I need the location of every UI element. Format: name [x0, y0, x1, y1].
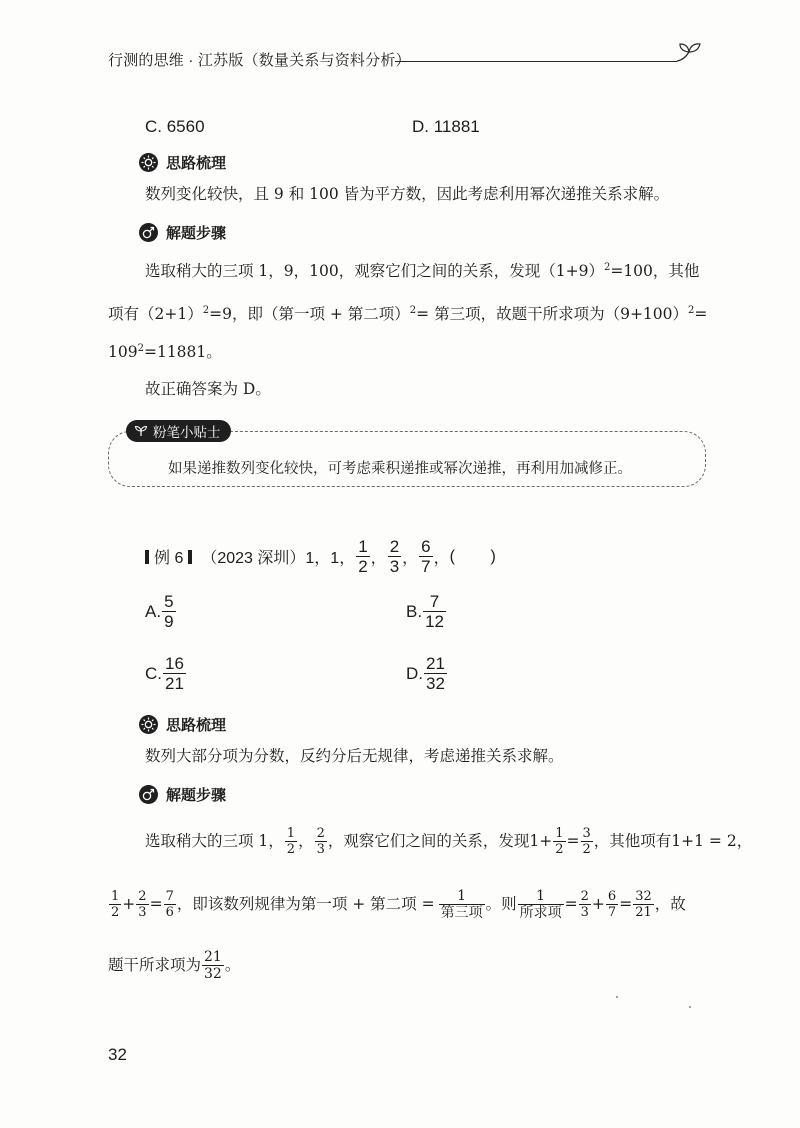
answer-line: 故正确答案为 D。	[145, 380, 271, 398]
seq-fraction: $\frac{6}{7}$	[421, 537, 431, 576]
option-d: D. 11881	[412, 117, 480, 136]
seq-fraction: $\frac{2}{3}$	[389, 537, 400, 576]
step2-line-2: $\frac{1}{2}$ + $\frac{2}{3}$ = $\frac{7}{6}$ ，即该数列规律为第一项 + 第二项 = $\frac{1}{\text{第三项}}$ 。则 $\frac{1}{\text{所求项}}$ = $\frac{2}{3}$ + $\frac{6}{7}$ = $\frac{32}{21}$ ，故	[111, 888, 686, 921]
example-6-stem: 例 6 （2023 深圳）1，1， $\frac{1}{2}$ ， $\frac{2}{3}$ ， $\frac{6}{7}$ ， ( )	[145, 538, 496, 575]
thinking-heading-2: 思路梳理	[139, 714, 226, 735]
lightbulb-icon	[139, 153, 158, 172]
tip-text: 如果递推数列变化较快，可考虑乘积递推或幂次递推，再利用加减修正。	[168, 461, 632, 477]
scan-speck	[689, 1006, 691, 1008]
steps-heading: 解题步骤	[139, 222, 226, 243]
step-line-1: 选取稍大的三项 1，9，100，观察它们之间的关系，发现$(1+9)^2=100$，其他	[145, 262, 700, 280]
example-label: 例 6	[154, 550, 184, 567]
thinking-heading: 思路梳理	[139, 152, 226, 173]
thinking-text-2: 数列大部分项为分数，反约分后无规律，考虑递推关系求解。	[145, 747, 564, 765]
step-line-3: $109^2=11881$。	[108, 343, 222, 361]
step2-line-1: 选取稍大的三项 1， $\frac{1}{2}$ ， $\frac{2}{3}$ ，观察它们之间的关系，发现1+ $\frac{1}{2}$ = $\frac{3}{2}$ ，其他项有1+1 = 2，	[145, 826, 753, 857]
steps-heading-2: 解题步骤	[139, 784, 226, 805]
option-d2: D. $\frac{21}{32}$	[406, 654, 445, 693]
option-c2: C. $\frac{16}{21}$	[145, 654, 184, 693]
step-line-2: 项有$(2+1)^2=9$，即（第一项 + 第二项）$^2$= 第三项，故题干所求项为$(9+100)^2=$	[108, 305, 708, 323]
option-b: B. $\frac{7}{12}$	[406, 592, 444, 631]
thinking-text: 数列变化较快，且 9 和 100 皆为平方数，因此考虑利用幂次递推关系求解。	[145, 185, 670, 203]
book-header-title: 行测的思维 · 江苏版（数量关系与资料分析）	[108, 52, 411, 69]
sprout-small-icon	[134, 425, 148, 437]
pen-icon	[139, 785, 158, 804]
step2-line-3: 题干所求项为 $\frac{21}{32}$ 。	[108, 949, 241, 982]
option-c: C. 6560	[145, 117, 205, 136]
scan-speck	[616, 996, 618, 998]
sprout-icon	[675, 40, 705, 66]
seq-fraction: $\frac{1}{2}$	[358, 537, 368, 576]
answer-blank: ( )	[449, 547, 496, 565]
header-rule	[395, 61, 677, 62]
lightbulb-icon	[139, 715, 158, 734]
pen-icon	[139, 223, 158, 242]
tip-label: 粉笔小贴士	[126, 420, 231, 442]
example-source: （2023 深圳）1，1，	[201, 550, 356, 567]
page-number: 32	[108, 1045, 127, 1064]
option-a: A. $\frac{5}{9}$	[145, 592, 174, 631]
